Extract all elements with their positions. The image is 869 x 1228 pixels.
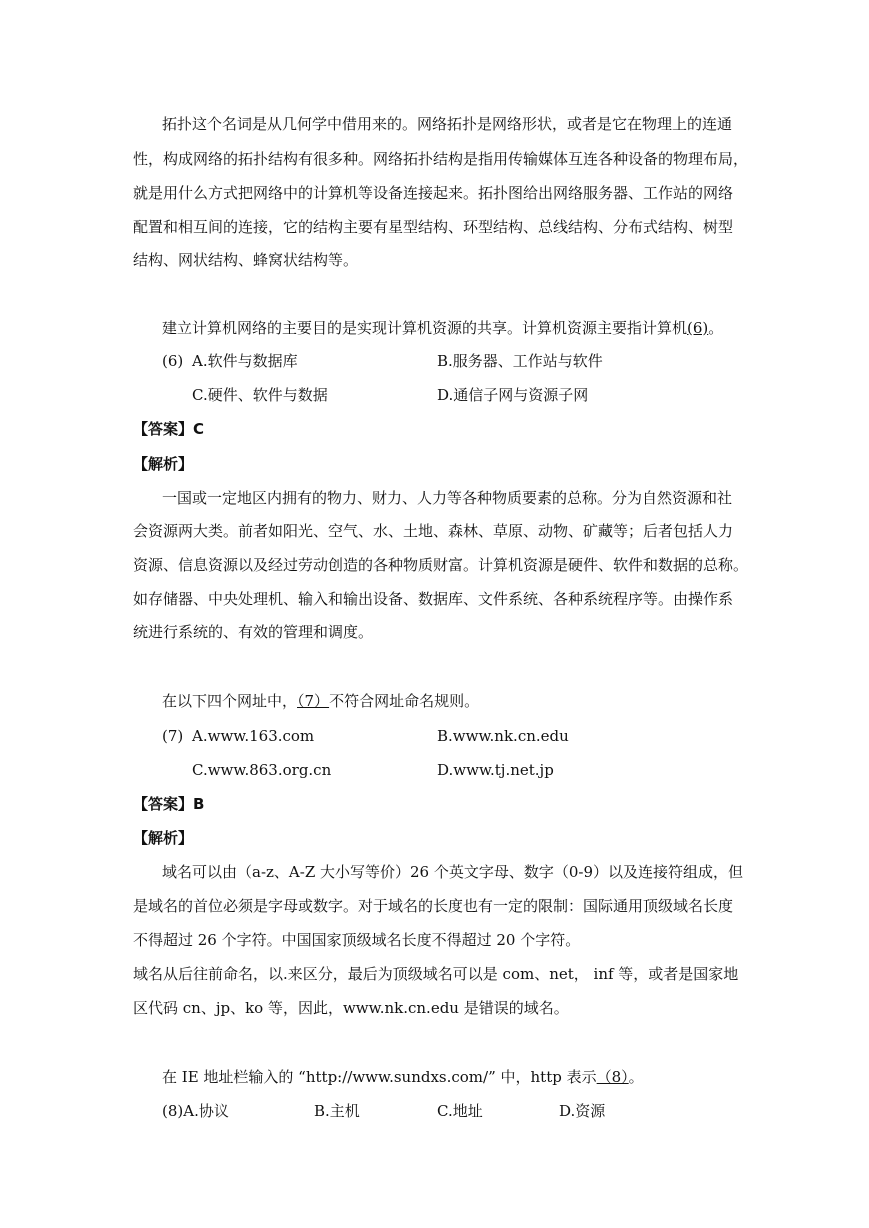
option-d: D.www.tj.net.jp (437, 761, 554, 779)
paragraph-line: 配置和相互间的连接，它的结构主要有星型结构、环型结构、总线结构、分布式结构、树型 (133, 218, 734, 236)
option-b: B.服务器、工作站与软件 (437, 352, 603, 370)
paragraph-line: 拓扑这个名词是从几何学中借用来的。网络拓扑是网络形状，或者是它在物理上的连通 (162, 115, 733, 133)
analysis-line: 如存储器、中央处理机、输入和输出设备、数据库、文件系统、各种系统程序等。由操作系 (133, 590, 734, 608)
option-a: A.www.163.com (192, 727, 315, 745)
analysis-line: 不得超过 26 个字符。中国国家顶级域名长度不得超过 20 个字符。 (133, 931, 581, 949)
analysis-label: 【解析】 (133, 455, 194, 473)
option-d: D.通信子网与资源子网 (437, 386, 589, 404)
analysis-line: 域名可以由（a-z、A-Z 大小写等价）26 个英文字母、数字（0-9）以及连接符组成，但 (162, 863, 744, 881)
option-c: C.硬件、软件与数据 (192, 386, 328, 404)
question-blank: (6) (687, 319, 709, 337)
option-a: A.软件与数据库 (192, 352, 298, 370)
question-end: 。 (628, 1068, 644, 1086)
paragraph-line: 性，构成网络的拓扑结构有很多种。网络拓扑结构是指用传输媒体互连各种设备的物理布局， (133, 150, 749, 168)
analysis-line: 会资源两大类。前者如阳光、空气、水、土地、森林、草原、动物、矿藏等；后者包括人力 (133, 522, 734, 540)
question-end: 。 (708, 319, 724, 337)
question-blank: （7） (297, 692, 330, 710)
option-b: B.www.nk.cn.edu (437, 727, 569, 745)
option-c: C.www.863.org.cn (192, 761, 332, 779)
question-end: 不符合网址命名规则。 (329, 692, 480, 710)
analysis-line: 是域名的首位必须是字母或数字。对于域名的长度也有一定的限制：国际通用顶级域名长度 (133, 897, 734, 915)
paragraph-line: 结构、网状结构、蜂窝状结构等。 (133, 251, 359, 269)
analysis-line: 一国或一定地区内拥有的物力、财力、人力等各种物质要素的总称。分为自然资源和社 (162, 489, 733, 507)
analysis-line: 域名从后往前命名，以.来区分，最后为顶级域名可以是 com、net， inf 等，或者是国家地 (133, 965, 739, 983)
answer-label: 【答案】B (133, 795, 205, 813)
option-b: B.主机 (314, 1102, 360, 1120)
answer-label: 【答案】C (133, 420, 205, 438)
option-c: C.地址 (437, 1102, 483, 1120)
analysis-label: 【解析】 (133, 829, 194, 847)
question-text: 在 IE 地址栏输入的 “http://www.sundxs.com/” 中，http 表示 (162, 1068, 597, 1086)
question-8 (162, 1067, 644, 1087)
option-d: D.资源 (559, 1102, 606, 1120)
question-text: 建立计算机网络的主要目的是实现计算机资源的共享。计算机资源主要指计算机 (162, 319, 688, 337)
question-6 (162, 318, 723, 338)
analysis-line: 资源、信息资源以及经过劳动创造的各种物质财富。计算机资源是硬件、软件和数据的总称。 (133, 556, 749, 574)
analysis-line: 统进行系统的、有效的管理和调度。 (133, 623, 374, 641)
question-7 (162, 691, 479, 711)
paragraph-line: 就是用什么方式把网络中的计算机等设备连接起来。拓扑图给出网络服务器、工作站的网络 (133, 184, 734, 202)
option-a: (8)A.协议 (162, 1102, 229, 1120)
option-prefix: (6) (162, 352, 184, 370)
option-prefix: (7) (162, 727, 184, 745)
analysis-line: 区代码 cn、jp、ko 等，因此，www.nk.cn.edu 是错误的域名。 (133, 999, 569, 1017)
question-blank: （8） (596, 1068, 629, 1086)
question-text: 在以下四个网址中， (162, 692, 298, 710)
